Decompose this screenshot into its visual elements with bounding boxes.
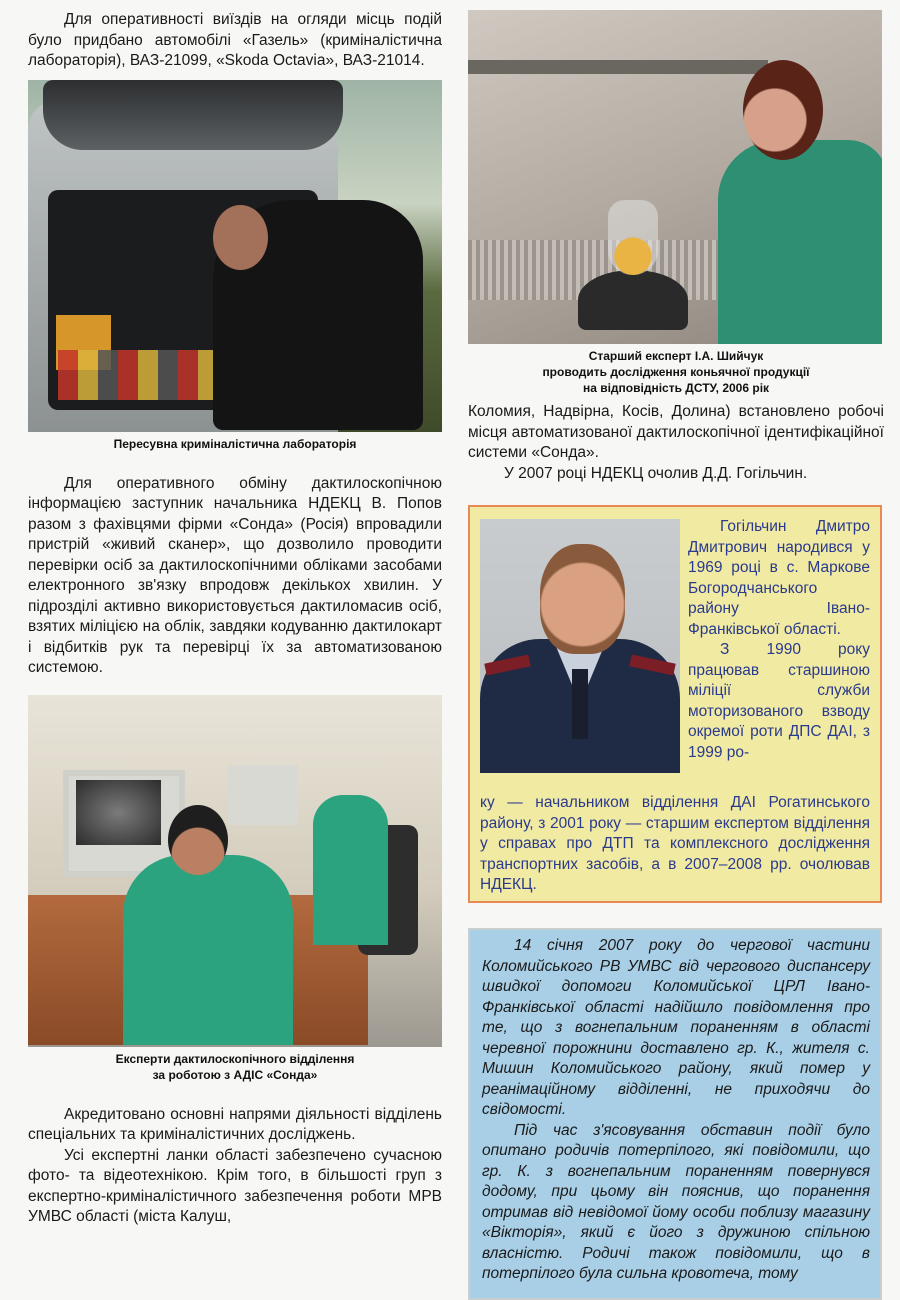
caption-lab-line1: Старший експерт І.А. Шийчук	[588, 349, 764, 363]
paragraph-equipment: Усі експертні ланки області забезпечено сучасною фото- та відеотехнікою. Крім того, в більшості груп з експертно-криміналістичного забезпечення роботи МРВ УМВС області (міста Калуш,	[28, 1146, 442, 1225]
biography-text-bottom	[480, 793, 870, 896]
portrait-photo	[480, 519, 680, 773]
biography-intro: Гогільчин Дмитро Дмитрович народився у 1969 році в с. Маркове Богородчанського району Івано-Франківської області.	[688, 518, 870, 638]
paragraph-scanner: Для оперативного обміну дактилоскопічною інформацією заступник начальника НДЕКЦ В. Попов разом з фахівцями фірми «Сонда» (Росія) впровадили пристрій «живий сканер», що дозволило проводити перевірки осіб за дактилоскопічними обліками засобами електронного зв'язку впродовж декількох хвилин. У підрозділі активно використовується дактиломасив осіб, взятих міліцією на облік, завдяки кодуванню дактилокарт і відбитків рук та перевірці їх за автоматизованою системою.	[28, 474, 442, 676]
caption-room-line2: за роботою з АДІС «Сонда»	[152, 1067, 318, 1082]
biography-career-start: З 1990 року працював старшиною міліції служби моторизованого взводу окремої роти ДПС ДАІ, з 1999 ро-	[688, 641, 870, 761]
biography-box	[468, 505, 882, 903]
story-paragraph-2: Під час з'ясовування обставин події було опитано родичів потерпілого, які повідомили, що гр. К. з вогнепальним пораненням повернувся додому, при цьому він пояснив, що поранення отримав від невідомої йому особи поблизу магазину «Вікторія», який є його з дружиною спільною власністю. Родичі також повідомили, що в потерпілого була сильна кровотеча, тому	[482, 1121, 870, 1282]
right-column	[468, 10, 884, 484]
biography-text-side	[688, 517, 870, 763]
biography-career-end: ку — начальником відділення ДАІ Рогатинського району, з 2001 року — старшим експертом відділення у справах про ДТП та комплексного дослідження транспортних засобів, а в 2007–2008 рр. очолював НДЕКЦ.	[480, 794, 870, 893]
caption-lab-expert	[468, 348, 884, 396]
photo-lab-expert	[468, 10, 882, 344]
caption-lab-line2: проводить дослідження коньячної продукції	[542, 365, 810, 379]
caption-room-line1: Експерти дактилоскопічного відділення	[115, 1051, 355, 1066]
caption-lab-line3: на відповідність ДСТУ, 2006 рік	[582, 381, 770, 395]
paragraph-continued: Коломия, Надвірна, Косів, Долина) встановлено робочі місця автоматизованої дактилоскопічної ідентифікаційної системи «Сонда».	[468, 403, 884, 461]
story-paragraph-1: 14 січня 2007 року до чергової частини Коломийського РВ УМВС від чергового диспансеру швидкої допомоги Коломийської ЦРЛ Івано-Франківської області надійшло повідомлення про те, що з вогнепальним пораненням в області черевної порожнини доставлено гр. К., жителя с. Мишин Коломийського району, який помер у реанімаційному відділенні, не приходячи до свідомості.	[482, 937, 870, 1118]
paragraph-vehicles: Для оперативності виїздів на огляди місць подій було придбано автомобілі «Газель» (криміналістична лабораторія), ВАЗ-21099, «Skoda Octavia», ВАЗ-21014.	[28, 11, 442, 69]
photo-fingerprint-room	[28, 695, 442, 1047]
caption-mobile-lab: Пересувна криміналістична лабораторія	[113, 436, 357, 451]
caption-fingerprint-room	[28, 1051, 442, 1083]
left-column	[28, 10, 442, 1228]
case-story-box	[468, 928, 882, 1300]
paragraph-accredited: Акредитовано основні напрями діяльності відділень спеціальних та криміналістичних досліджень.	[28, 1105, 442, 1143]
paragraph-head: У 2007 році НДЕКЦ очолив Д.Д. Гогільчин.	[504, 464, 808, 482]
photo-mobile-lab	[28, 80, 442, 432]
